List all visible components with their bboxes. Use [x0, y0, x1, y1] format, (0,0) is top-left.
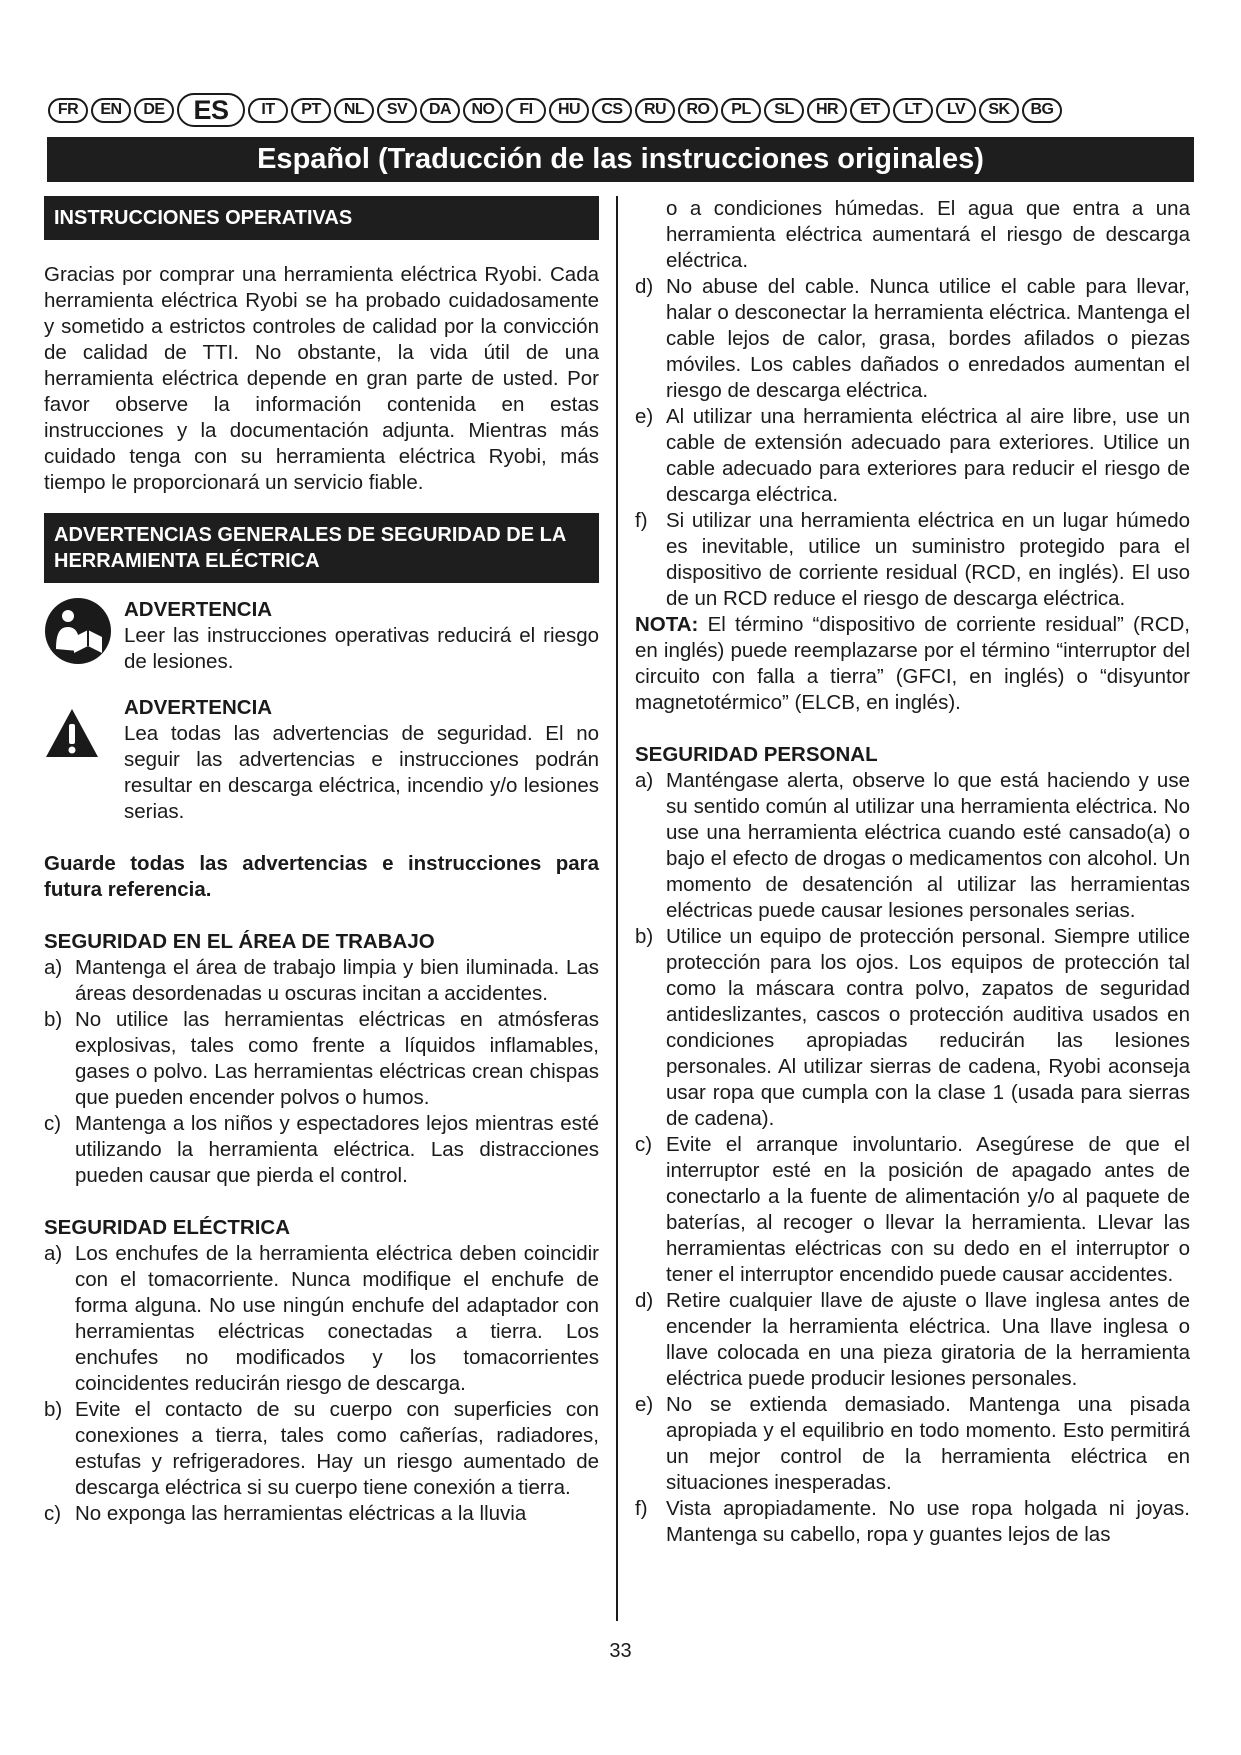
- warning-text: Leer las instrucciones operativas reducirá el riesgo de lesiones.: [124, 624, 599, 673]
- language-tab-hr[interactable]: HR: [807, 98, 847, 123]
- language-tab-en[interactable]: EN: [91, 98, 131, 123]
- language-tab-es[interactable]: ES: [177, 93, 245, 127]
- note-label: NOTA:: [635, 613, 699, 636]
- list-item: [635, 274, 1190, 404]
- list-item: [44, 1007, 599, 1111]
- list-item-letter: b): [44, 1008, 63, 1031]
- language-tab-ro[interactable]: RO: [678, 98, 718, 123]
- subheading-personal-safety: SEGURIDAD PERSONAL: [635, 743, 878, 766]
- electrical-list-continued: [635, 274, 1190, 612]
- list-item-text: No exponga las herramientas eléctricas a la lluvia: [75, 1502, 527, 1525]
- list-item: [635, 1496, 1190, 1548]
- warning-title: ADVERTENCIA: [124, 696, 273, 719]
- list-item: [44, 955, 599, 1007]
- list-item: [44, 1501, 599, 1527]
- right-column: [635, 196, 1190, 1548]
- read-manual-icon: [44, 597, 124, 675]
- list-item-letter: b): [44, 1398, 63, 1421]
- language-tab-nl[interactable]: NL: [334, 98, 374, 123]
- list-item-continued: [635, 196, 1190, 274]
- language-tab-sk[interactable]: SK: [979, 98, 1019, 123]
- list-item-letter: a): [44, 956, 63, 979]
- warning-safety: [44, 695, 599, 825]
- intro-paragraph: Gracias por comprar una herramienta eléctrica Ryobi. Cada herramienta eléctrica Ryobi se ha probado cuidadosamente y sometido a estrictos controles de calidad por la convicción de calidad de TTI. No obstante, la vida útil de una herramienta eléctrica depende en gran parte de usted. Por favor observe la información contenida en estas instrucciones y la documentación adjunta. Mientras más cuidado tenga con su herramienta eléctrica Ryobi, más tiempo le proporcionará un servicio fiable.: [44, 263, 599, 494]
- list-item: [635, 1392, 1190, 1496]
- warning-text: Lea todas las advertencias de seguridad. El no seguir las advertencias e instrucciones podrán resultar en descarga eléctrica, incendio y/o lesiones serias.: [124, 722, 599, 823]
- note-paragraph: [635, 612, 1190, 716]
- list-item: [44, 1241, 599, 1397]
- left-column: [44, 196, 599, 1527]
- list-item-text: Vista apropiadamente. No use ropa holgada ni joyas. Mantenga su cabello, ropa y guantes lejos de las: [666, 1497, 1190, 1546]
- language-tab-bg[interactable]: BG: [1022, 98, 1062, 123]
- language-tab-fr[interactable]: FR: [48, 98, 88, 123]
- list-item-text: No se extienda demasiado. Mantenga una pisada apropiada y el equilibrio en todo momento. Esto permitirá un mejor control de la herramienta eléctrica en situaciones inesperadas.: [666, 1393, 1190, 1494]
- list-item-letter: c): [44, 1112, 62, 1135]
- list-item-text: Retire cualquier llave de ajuste o llave inglesa antes de encender la herramienta eléctrica. Una llave inglesa o llave colocada en una pieza giratoria de la herramienta eléctrica puede producir lesiones personales.: [666, 1289, 1190, 1390]
- list-item: [635, 1288, 1190, 1392]
- list-item: [635, 1132, 1190, 1288]
- list-item-letter: f): [635, 509, 648, 532]
- language-tab-de[interactable]: DE: [134, 98, 174, 123]
- language-tab-it[interactable]: IT: [248, 98, 288, 123]
- list-item: [635, 508, 1190, 612]
- list-item-letter: b): [635, 925, 654, 948]
- language-tab-et[interactable]: ET: [850, 98, 890, 123]
- list-item-text: Manténgase alerta, observe lo que está haciendo y use su sentido común al utilizar una herramienta eléctrica. No use una herramienta eléctrica cuando esté cansado(a) o bajo el efecto de drogas o medicamentos con alcohol. Un momento de desatención al utilizar las herramientas eléctricas puede causar lesiones personales serias.: [666, 769, 1190, 922]
- warning-triangle-icon: [44, 695, 124, 825]
- warning-title: ADVERTENCIA: [124, 598, 273, 621]
- language-tab-no[interactable]: NO: [463, 98, 503, 123]
- list-item-text: Mantenga a los niños y espectadores lejos mientras esté utilizando la herramienta eléctrica. Las distracciones pueden causar que pierda el control.: [75, 1112, 599, 1187]
- list-item-text: Utilice un equipo de protección personal. Siempre utilice protección para los ojos. Los equipos de protección tal como la máscara contra polvo, zapatos de seguridad antideslizantes, cascos o protección auditiva usados en condiciones apropiadas reducirán las lesiones personales. Al utilizar sierras de cadena, Ryobi aconseja usar ropa que cumpla con la clase 1 (usada para sierras de cadena).: [666, 925, 1190, 1130]
- section-heading-operating-instructions: INSTRUCCIONES OPERATIVAS: [44, 196, 599, 240]
- list-item: [635, 768, 1190, 924]
- list-item-text: Evite el contacto de su cuerpo con superficies con conexiones a tierra, tales como cañerías, radiadores, estufas y refrigeradores. Hay un riesgo aumentado de descarga eléctrica si su cuerpo tiene conexión a tierra.: [75, 1398, 599, 1499]
- language-tab-cs[interactable]: CS: [592, 98, 632, 123]
- list-item: [44, 1397, 599, 1501]
- language-tab-da[interactable]: DA: [420, 98, 460, 123]
- continued-text: o a condiciones húmedas. El agua que entra a una herramienta eléctrica aumentará el riesgo de descarga eléctrica.: [666, 197, 1190, 272]
- list-item-text: Los enchufes de la herramienta eléctrica deben coincidir con el tomacorriente. Nunca modifique el enchufe de forma alguna. No use ningún enchufe del adaptador con herramientas eléctricas conectadas a tierra. Los enchufes no modificados y los tomacorrientes coincidentes reducirán riesgo de descarga.: [75, 1242, 599, 1395]
- language-tab-pt[interactable]: PT: [291, 98, 331, 123]
- list-item-letter: c): [635, 1133, 653, 1156]
- list-item-letter: c): [44, 1502, 62, 1525]
- language-tab-lt[interactable]: LT: [893, 98, 933, 123]
- list-item: [635, 404, 1190, 508]
- language-tab-sv[interactable]: SV: [377, 98, 417, 123]
- list-item-text: Si utilizar una herramienta eléctrica en un lugar húmedo es inevitable, utilice un suministro protegido para el dispositivo de corriente residual (RCD, en inglés). El uso de un RCD reduce el riesgo de descarga eléctrica.: [666, 509, 1190, 610]
- language-tab-fi[interactable]: FI: [506, 98, 546, 123]
- list-item-letter: e): [635, 1393, 654, 1416]
- list-item-text: No abuse del cable. Nunca utilice el cable para llevar, halar o desconectar la herramienta eléctrica. Mantenga el cable lejos de calor, grasa, bordes afilados o piezas móviles. Los cables dañados o enredados aumentan el riesgo de descarga eléctrica.: [666, 275, 1190, 402]
- list-item-letter: a): [635, 769, 654, 792]
- language-tab-pl[interactable]: PL: [721, 98, 761, 123]
- subheading-work-area: SEGURIDAD EN EL ÁREA DE TRABAJO: [44, 930, 435, 953]
- list-item-text: Evite el arranque involuntario. Asegúrese de que el interruptor esté en la posición de apagado antes de conectarlo a la fuente de alimentación y/o al paquete de baterías, al recoger o llevar la herramienta. Llevar las herramientas eléctricas con su dedo en el interruptor o tener el interruptor encendido puede causar accidentes.: [666, 1133, 1190, 1286]
- list-item-letter: f): [635, 1497, 648, 1520]
- list-item-letter: d): [635, 1289, 654, 1312]
- list-item-letter: e): [635, 405, 654, 428]
- language-tab-hu[interactable]: HU: [549, 98, 589, 123]
- electrical-list: [44, 1241, 599, 1527]
- list-item-letter: d): [635, 275, 654, 298]
- page-number: 33: [609, 1640, 632, 1662]
- language-tab-ru[interactable]: RU: [635, 98, 675, 123]
- language-tab-sl[interactable]: SL: [764, 98, 804, 123]
- work-area-list: [44, 955, 599, 1189]
- column-divider: [616, 196, 618, 1621]
- language-tab-lv[interactable]: LV: [936, 98, 976, 123]
- list-item-text: Mantenga el área de trabajo limpia y bien iluminada. Las áreas desordenadas u oscuras incitan a accidentes.: [75, 956, 599, 1005]
- language-tabs: [48, 93, 1198, 127]
- list-item-text: Al utilizar una herramienta eléctrica al aire libre, use un cable de extensión adecuado para exteriores. Utilice un cable adecuado para exteriores para reducir el riesgo de descarga eléctrica.: [666, 405, 1190, 506]
- list-item: [44, 1111, 599, 1189]
- list-item-letter: a): [44, 1242, 63, 1265]
- subheading-electrical: SEGURIDAD ELÉCTRICA: [44, 1216, 291, 1239]
- note-text: El término “dispositivo de corriente residual” (RCD, en inglés) puede reemplazarse por el término “interruptor del circuito con falla a tierra” (GFCI, en inglés) o “disyuntor magnetotérmico” (ELCB, en inglés).: [635, 613, 1190, 714]
- section-heading-general-warnings: ADVERTENCIAS GENERALES DE SEGURIDAD DE LA HERRAMIENTA ELÉCTRICA: [44, 513, 599, 583]
- list-item-text: No utilice las herramientas eléctricas en atmósferas explosivas, tales como frente a líquidos inflamables, gases o polvo. Las herramientas eléctricas crean chispas que pueden encender polvos o humos.: [75, 1008, 599, 1109]
- save-instructions-note: Guarde todas las advertencias e instrucciones para futura referencia.: [44, 852, 599, 901]
- list-item: [635, 924, 1190, 1132]
- warning-read-manual: [44, 597, 599, 675]
- personal-safety-list: [635, 768, 1190, 1548]
- page-title: Español (Traducción de las instrucciones originales): [47, 137, 1194, 182]
